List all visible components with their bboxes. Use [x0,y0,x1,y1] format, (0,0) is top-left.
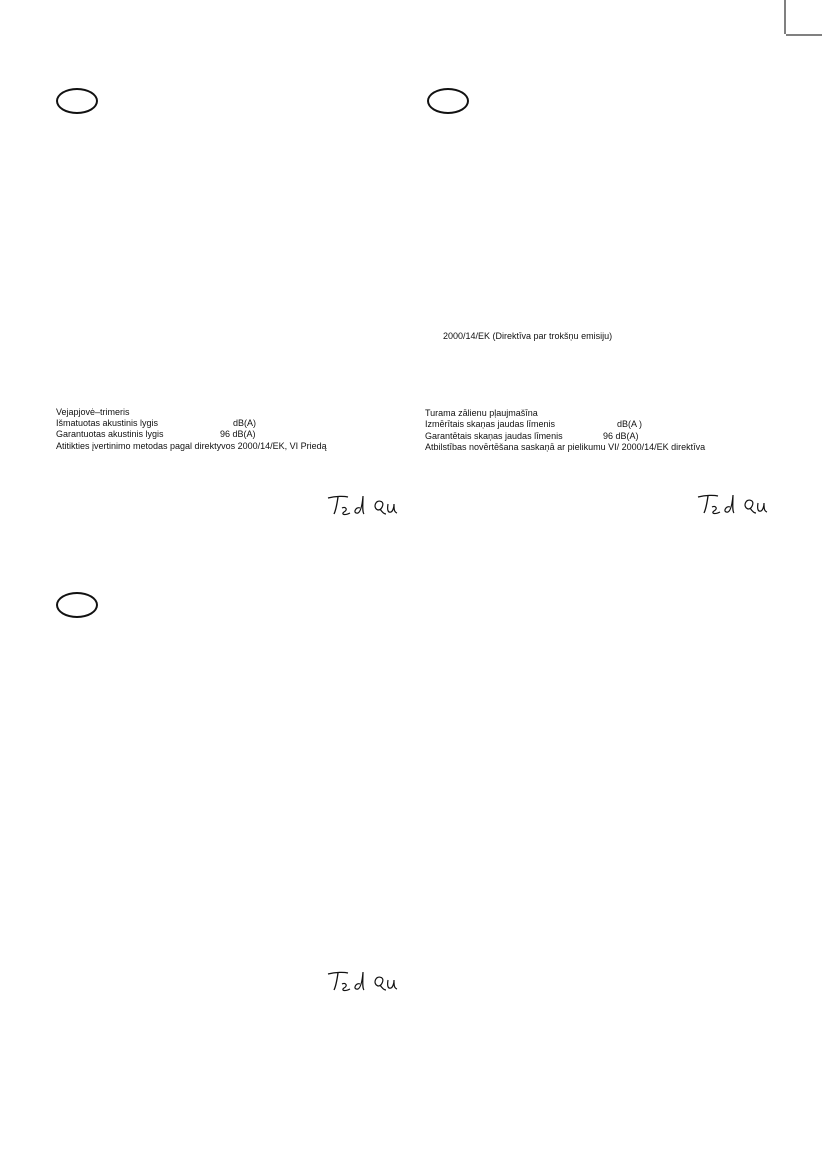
conformity-method: Atbilstības novērtēšana saskaņā ar pielikumu VI/ 2000/14/EK direktīva [425,442,706,452]
measured-level-label: Išmatuotas akustinis lygis [56,418,159,428]
measured-level-value: dB(A ) [617,419,643,429]
directive-line: 2000/14/EK (Direktīva par trokšņu emisiju) [443,331,613,341]
product-name: Vejapjovė–trimeris [56,407,130,417]
crop-mark-right [786,30,822,40]
country-code-oval-lv [427,88,469,114]
guaranteed-level-label: Garantētais skaņas jaudas līmenis [425,431,563,441]
product-name: Turama zālienu pļaujmašīna [425,408,538,418]
signature-image-lv [696,491,776,517]
signature-image-lt [326,492,406,518]
guaranteed-level-value: 96 dB(A) [603,431,639,441]
conformity-method: Atitikties įvertinimo metodas pagal direktyvos 2000/14/EK, VI Priedą [56,441,327,451]
guaranteed-level-value: 96 dB(A) [220,429,256,439]
signature-image-third [326,968,406,994]
guaranteed-level-label: Garantuotas akustinis lygis [56,429,164,439]
measured-level-value: dB(A) [233,418,257,428]
country-code-oval-lt [56,88,98,114]
crop-mark-top-left [0,0,30,30]
measured-level-label: Izmērītais skaņas jaudas līmenis [425,419,556,429]
country-code-oval-third [56,592,98,618]
